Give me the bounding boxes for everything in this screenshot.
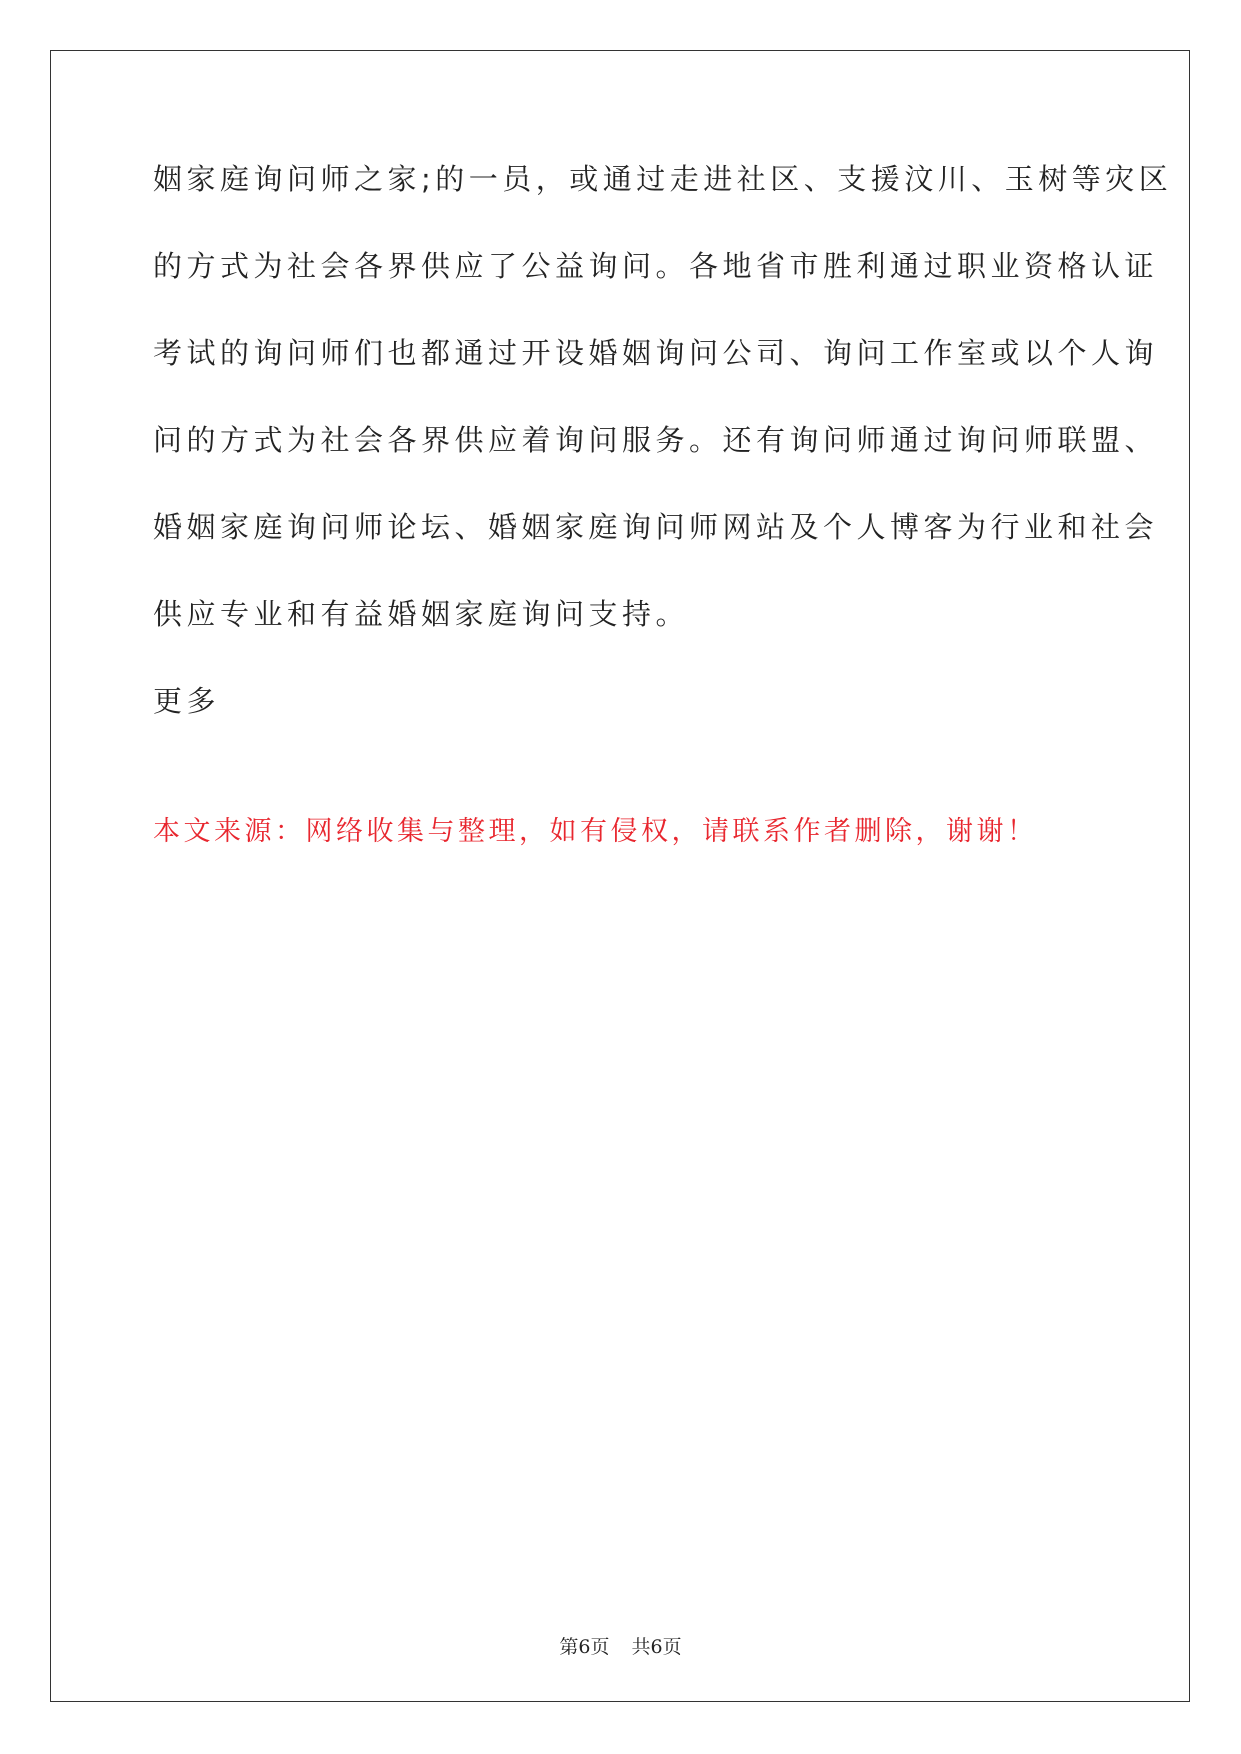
body-line-5: 婚姻家庭询问师论坛、婚姻家庭询问师网站及个人博客为行业和社会 (153, 510, 1159, 544)
body-line-3: 考试的询问师们也都通过开设婚姻询问公司、询问工作室或以个人询 (153, 336, 1159, 370)
body-line-4: 问的方式为社会各界供应着询问服务。还有询问师通过询问师联盟、 (153, 423, 1159, 457)
body-line-2: 的方式为社会各界供应了公益询问。各地省市胜利通过职业资格认证 (153, 249, 1159, 283)
source-note: 本文来源：网络收集与整理，如有侵权，请联系作者删除，谢谢！ (153, 816, 1038, 847)
body-line-1: 姻家庭询问师之家;的一员，或通过走进社区、支援汶川、玉树等灾区 (153, 162, 1173, 196)
total-pages: 共6页 (631, 1636, 682, 1658)
document-body (153, 162, 1173, 718)
page-footer (0, 1632, 1241, 1659)
more-text: 更多 (153, 684, 221, 718)
body-line-6: 供应专业和有益婚姻家庭询问支持。 (153, 597, 690, 631)
current-page: 第6页 (559, 1636, 610, 1658)
